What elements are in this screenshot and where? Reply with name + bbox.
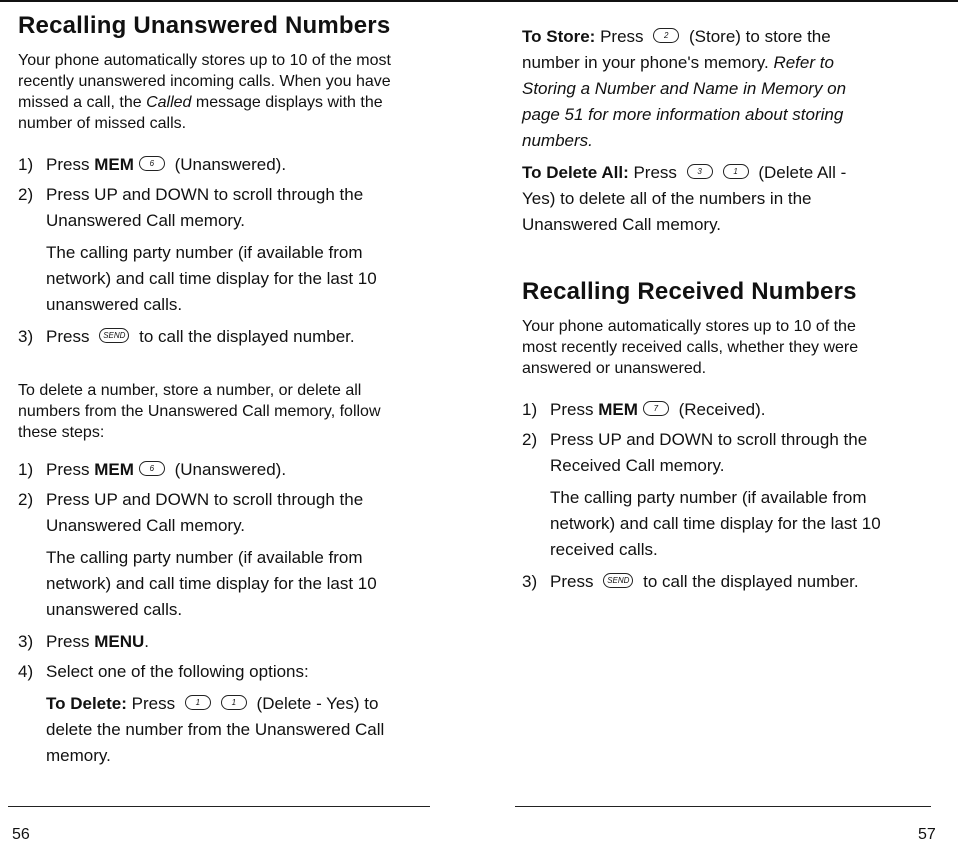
page-number: 56 (12, 826, 30, 843)
step-note: The calling party number (if available from network) and call time display for the last 10 unanswered calls. (46, 243, 377, 314)
steps-list-received-cont (522, 569, 882, 595)
top-rule (479, 0, 958, 2)
section-title-unanswered: Recalling Unanswered Numbers (18, 12, 391, 39)
delete-instructions: To delete a number, store a number, or delete all numbers from the Unanswered Call memory, follow these steps: (18, 382, 381, 441)
option-store: To Store: Press 2 (Store) to store the number in your phone's memory. Refer to Storing a Number and Name in Memory on page 51 for more information about storing numbers. (522, 27, 847, 150)
key-3-icon: 3 (687, 164, 713, 179)
footer-rule (515, 806, 931, 807)
list-item: 3) Press SEND to call the displayed number. (18, 327, 355, 346)
steps-list-a (18, 152, 418, 234)
send-key-icon: SEND (99, 328, 129, 343)
list-item: 2) Press UP and DOWN to scroll through the Unanswered Call memory. (18, 490, 364, 535)
section-title-received: Recalling Received Numbers (522, 278, 857, 305)
option-delete: To Delete: Press 1 1 (Delete - Yes) to delete the number from the Unanswered Call memory. (46, 694, 385, 765)
page-number: 57 (918, 826, 936, 843)
key-7-icon: 7 (643, 401, 669, 416)
intro-paragraph: Your phone automatically stores up to 10 of the most recently received calls, whether they were answered or unanswered. (522, 318, 859, 377)
left-column (18, 12, 418, 775)
key-2-icon: 2 (653, 28, 679, 43)
steps-list-b-cont (18, 629, 418, 685)
steps-list-b (18, 457, 418, 539)
option-delete-all: To Delete All: Press 3 1 (Delete All - Yes) to delete all of the numbers in the Unanswered Call memory. (522, 163, 847, 234)
right-page (479, 0, 958, 850)
step-note: The calling party number (if available from network) and call time display for the last 10 received calls. (550, 488, 881, 559)
key-1-icon: 1 (221, 695, 247, 710)
list-item: 1) Press MEM 6 (Unanswered). (18, 460, 287, 479)
list-item: 1) Press MEM 6 (Unanswered). (18, 155, 287, 174)
send-key-icon: SEND (603, 573, 633, 588)
list-item: 2) Press UP and DOWN to scroll through the Unanswered Call memory. (18, 185, 364, 230)
step-note: The calling party number (if available from network) and call time display for the last 10 unanswered calls. (46, 548, 377, 619)
key-1-icon: 1 (723, 164, 749, 179)
list-item: 4) Select one of the following options: (18, 662, 309, 681)
steps-list-received (522, 397, 882, 479)
list-item: 3) Press SEND to call the displayed number. (522, 572, 859, 591)
list-item: 1) Press MEM 7 (Received). (522, 400, 766, 419)
top-rule (0, 0, 479, 2)
right-column (522, 18, 882, 599)
key-6-icon: 6 (139, 461, 165, 476)
intro-paragraph: Your phone automatically stores up to 10 of the most recently unanswered incoming calls. When you have missed a call, the Called message displays with the number of missed calls. (18, 52, 391, 132)
key-6-icon: 6 (139, 156, 165, 171)
key-1-icon: 1 (185, 695, 211, 710)
list-item: 2) Press UP and DOWN to scroll through the Received Call memory. (522, 430, 868, 475)
footer-rule (8, 806, 430, 807)
list-item: 3) Press MENU. (18, 632, 149, 651)
steps-list-a-cont (18, 324, 418, 350)
